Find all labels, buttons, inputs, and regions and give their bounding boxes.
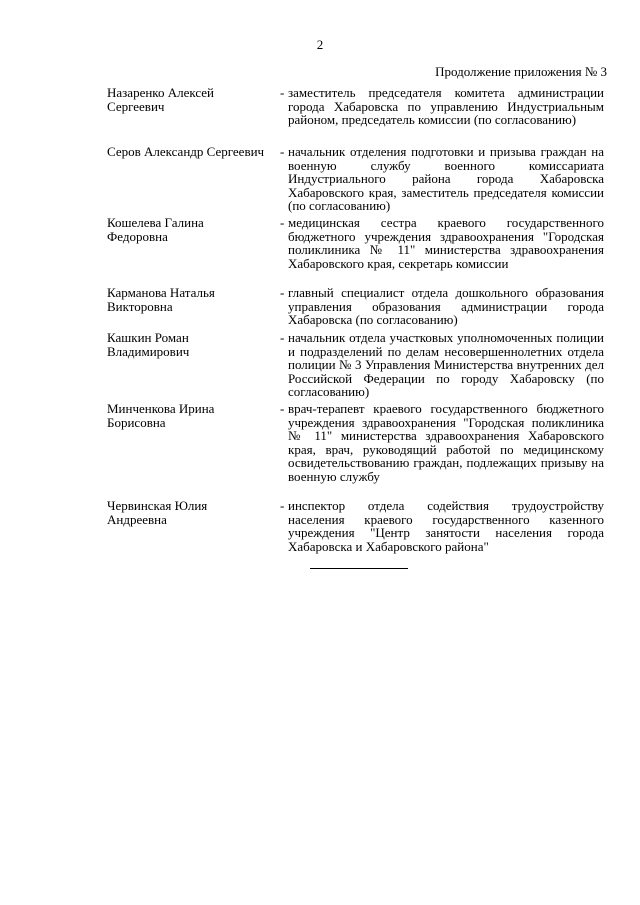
member-name: Назаренко Алексей Сергеевич (107, 85, 214, 114)
page-number: 2 (316, 37, 324, 52)
member-dash: - (280, 85, 285, 100)
member-name: Кашкин Роман Владимирович (107, 330, 190, 359)
member-position: медицинская сестра краевого государственного бюджетного учреждения здравоохранения "Городская поликлиника № 11" министерства здравоохранения Хабаровского края, секретарь комиссии (288, 215, 604, 271)
member-position: начальник отдела участковых уполномоченных полиции и подразделений по делам несовершеннолетних отдела полиции № 3 Управления Министерства внутренних дел Российской Федерации по городу Хабаровску (по согласованию) (288, 330, 604, 400)
continuation-header: Продолжение приложения № 3 (435, 64, 607, 79)
member-position: врач-терапевт краевого государственного бюджетного учреждения здравоохранения "Городская поликлиника № 11" министерства здравоохранения Хабаровского края, врач, руководящий работой по медицинскому освидетельствованию граждан, подлежащих призыву на военную службу (288, 401, 604, 484)
member-name: Кошелева Галина Федоровна (107, 215, 204, 244)
closing-rule (310, 568, 408, 569)
member-dash: - (280, 285, 285, 300)
member-dash: - (280, 215, 285, 230)
member-dash: - (280, 401, 285, 416)
member-dash: - (280, 330, 285, 345)
member-dash: - (280, 144, 285, 159)
member-position: инспектор отдела содействия трудоустройству населения краевого государственного казенного учреждения "Центр занятости населения города Хабаровска и Хабаровского района" (288, 498, 604, 554)
member-position: главный специалист отдела дошкольного образования управления образования администрации города Хабаровска (по согласованию) (288, 285, 604, 328)
member-position: заместитель председателя комитета администрации города Хабаровска по управлению Индустриальным районом, председатель комиссии (по согласованию) (288, 85, 604, 128)
member-dash: - (280, 498, 285, 513)
member-name: Карманова Наталья Викторовна (107, 285, 215, 314)
member-name: Минченкова Ирина Борисовна (107, 401, 215, 430)
member-name: Серов Александр Сергеевич (107, 144, 265, 159)
member-name: Червинская Юлия Андреевна (107, 498, 208, 527)
member-position: начальник отделения подготовки и призыва граждан на военную службу военного комиссариата Индустриального района города Хабаровска Хабаровского края, заместитель председателя комиссии (по согласованию) (288, 144, 604, 214)
